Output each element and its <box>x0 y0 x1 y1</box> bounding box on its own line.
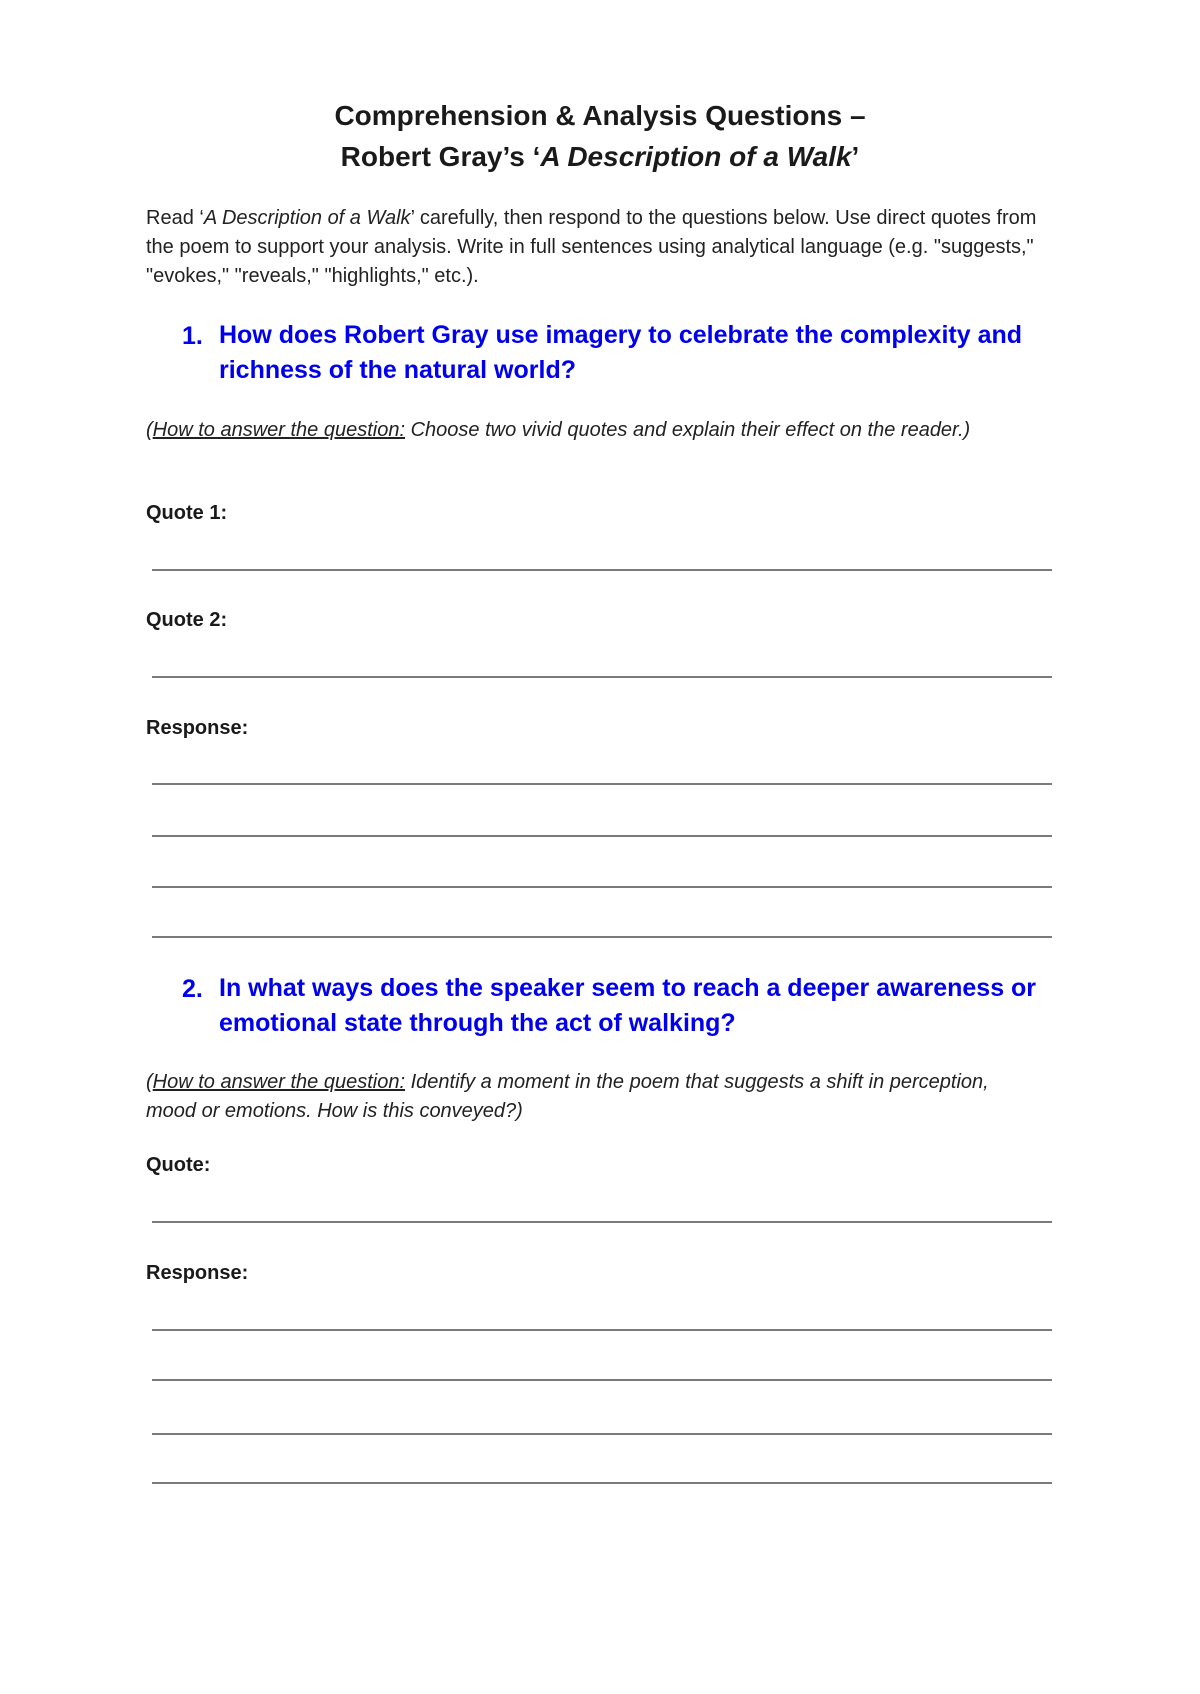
response-2-answer-line[interactable] <box>152 1482 1052 1484</box>
question-2-number: 2. <box>182 975 203 1003</box>
intro-rest: ’ carefully, then respond to the questions below. Use direct quotes from the poem to support your analysis. Write in full sentences using analytical language (e.g. "suggests," "evokes," "reveals," "highlights," etc.). <box>146 207 1037 287</box>
title-poem-name: A Description of a Walk <box>540 141 852 172</box>
quote-1-label: Quote 1: <box>146 502 228 524</box>
response-2-answer-line[interactable] <box>152 1433 1052 1435</box>
response-1-answer-line[interactable] <box>152 835 1052 837</box>
response-2-label: Response: <box>146 1262 249 1284</box>
page-title-line-1: Comprehension & Analysis Questions – <box>334 100 866 131</box>
question-1-number: 1. <box>182 322 203 350</box>
howto-text: Identify a moment in the poem that suggests a shift in perception, mood or emotions. How is this conveyed?) <box>146 1071 989 1122</box>
question-1-howto <box>146 416 1026 445</box>
question-2-text: In what ways does the speaker seem to reach a deeper awareness or emotional state through the act of walking? <box>219 974 1037 1037</box>
howto-open: ( <box>146 1071 153 1093</box>
intro-read: Read ‘ <box>146 207 204 229</box>
intro-poem-name: A Description of a Walk <box>203 207 411 229</box>
response-1-answer-line[interactable] <box>152 783 1052 785</box>
page-title-line-2 <box>0 141 1200 173</box>
intro-instructions <box>146 204 1066 291</box>
howto-open: ( <box>146 419 153 441</box>
quote-2-answer-line[interactable] <box>152 676 1052 678</box>
howto-label: How to answer the question: <box>152 1071 406 1093</box>
quote-1-answer-line[interactable] <box>152 569 1052 571</box>
howto-text: Choose two vivid quotes and explain their effect on the reader.) <box>405 419 971 441</box>
response-2-answer-line[interactable] <box>152 1379 1052 1381</box>
quote-2-label: Quote 2: <box>146 609 228 631</box>
quote-answer-line[interactable] <box>152 1221 1052 1223</box>
response-1-label: Response: <box>146 717 249 739</box>
response-1-answer-line[interactable] <box>152 936 1052 938</box>
response-1-answer-line[interactable] <box>152 886 1052 888</box>
title-suffix: ’ <box>851 141 860 172</box>
howto-label: How to answer the question: <box>152 419 406 441</box>
question-1-text: How does Robert Gray use imagery to celebrate the complexity and richness of the natural world? <box>219 321 1023 384</box>
response-2-answer-line[interactable] <box>152 1329 1052 1331</box>
question-2-howto <box>146 1068 1026 1126</box>
title-prefix: Robert Gray’s ‘ <box>340 141 541 172</box>
quote-label: Quote: <box>146 1154 211 1176</box>
